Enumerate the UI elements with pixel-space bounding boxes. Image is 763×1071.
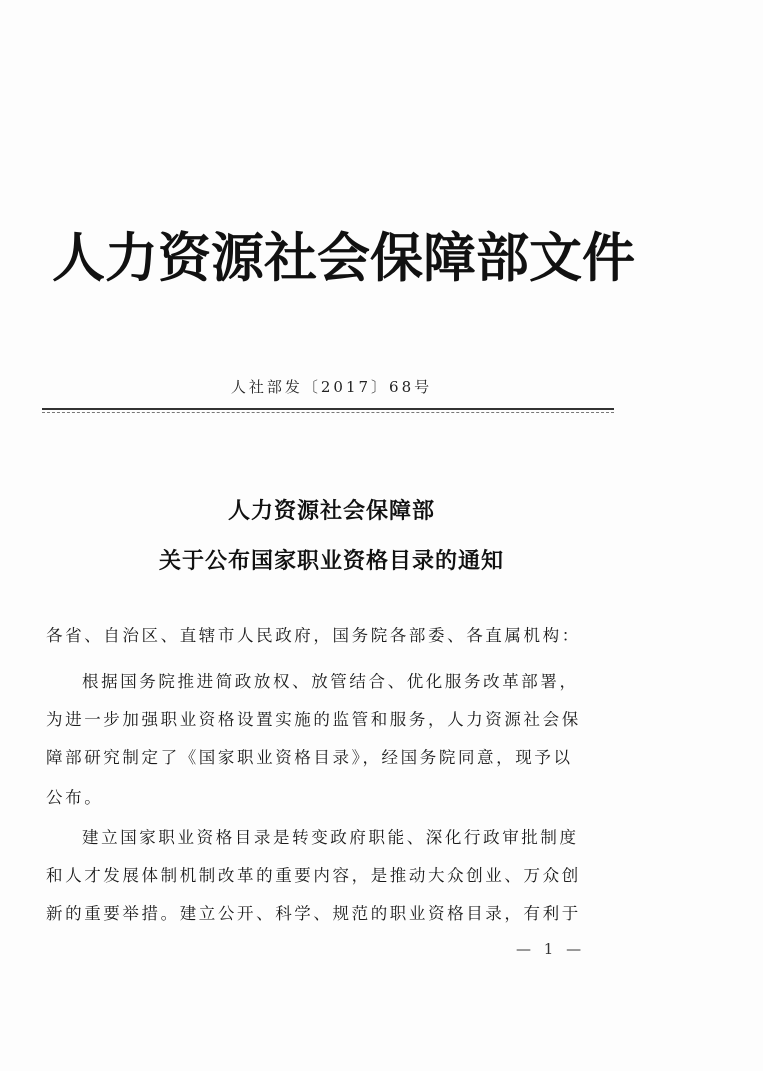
issuer-title: 人力资源社会保障部文件 [52,228,635,289]
header-separator-thin [42,412,614,413]
body-line: 根据国务院推进简政放权、放管结合、优化服务改革部署， [82,672,579,691]
body-line: 新的重要举措。建立公开、科学、规范的职业资格目录，有利于 [46,904,581,923]
body-line: 公布。 [46,788,104,807]
subject-line-2: 关于公布国家职业资格目录的通知 [158,549,504,574]
header-separator [42,408,614,410]
body-line: 和人才发展体制机制改革的重要内容，是推动大众创业、万众创 [46,866,581,885]
body-line: 建立国家职业资格目录是转变政府职能、深化行政审批制度 [82,828,579,847]
subject-line-1: 人力资源社会保障部 [227,499,435,524]
document-number: 人社部发〔2017〕68号 [230,378,433,396]
page-number: — 1 — [516,940,586,958]
body-line: 障部研究制定了《国家职业资格目录》，经国务院同意，现予以 [46,748,573,767]
body-line: 为进一步加强职业资格设置实施的监管和服务，人力资源社会保 [46,710,581,729]
body-line-addressee: 各省、自治区、直辖市人民政府，国务院各部委、各直属机构： [46,626,581,645]
